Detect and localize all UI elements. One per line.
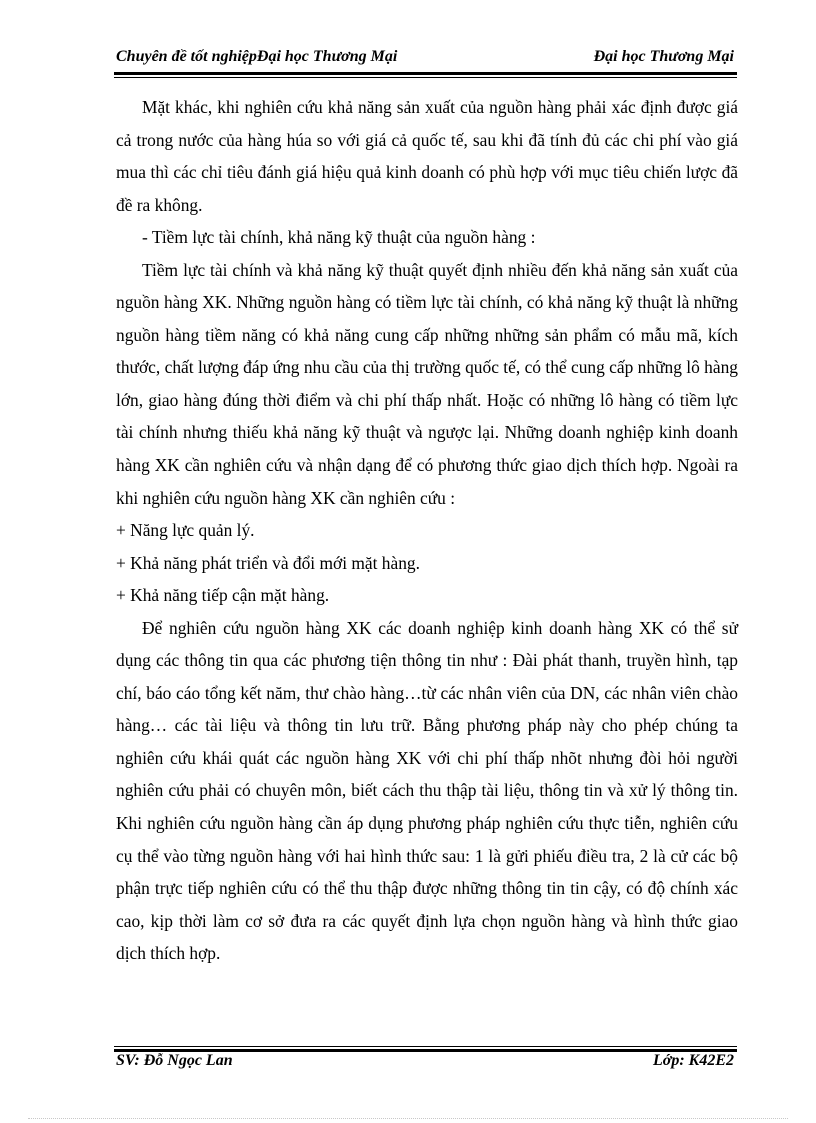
page-header — [116, 46, 736, 72]
page-footer — [116, 1052, 736, 1076]
header-rule-thick — [114, 72, 737, 75]
header-rule-thin — [114, 77, 737, 78]
header-title-right: Đại học Thương Mại — [593, 48, 734, 65]
list-item: + Khả năng phát triển và đổi mới mặt hàng. — [116, 552, 420, 573]
document-body — [116, 91, 738, 970]
list-item: + Khả năng tiếp cận mặt hàng. — [116, 585, 330, 606]
paragraph-heading: - Tiềm lực tài chính, khả năng kỹ thuật của nguồn hàng : — [142, 227, 536, 248]
footer-author: SV: Đỗ Ngọc Lan — [116, 1052, 233, 1069]
list-item: + Năng lực quản lý. — [116, 520, 255, 541]
footer-rule-thin — [114, 1046, 737, 1047]
paragraph: Để nghiên cứu nguồn hàng XK các doanh nghiệp kinh doanh hàng XK có thể sử dụng các thông tin qua các phương tiện thông tin như : Đài phát thanh, truyền hình, tạp chí, báo cáo tổng kết năm, thư chào hàng…từ các nhân viên của DN, các nhân viên chào hàng… các tài liệu và thông tin lưu trữ. Bằng phương pháp này cho phép chúng ta nghiên cứu khái quát các nguồn hàng XK với chi phí thấp nhõt nhưng đòi hỏi người nghiên cứu phải có chuyên môn, biết cách thu thập tài liệu, thông tin và xử lý thông tin. Khi nghiên cứu nguồn hàng cần áp dụng phương pháp nghiên cứu thực tiễn, nghiên cứu cụ thể vào từng nguồn hàng với hai hình thức sau: 1 là gửi phiếu điều tra, 2 là cử các bộ phận trực tiếp nghiên cứu có thể thu thập được những thông tin tin cậy, có độ chính xác cao, kịp thời làm cơ sở đưa ra các quyết định lựa chọn nguồn hàng và hình thức giao dịch thích hợp. — [116, 617, 738, 964]
footer-class: Lớp: K42E2 — [652, 1052, 734, 1069]
page-edge-dotted-line — [28, 1118, 788, 1119]
paragraph: Mặt khác, khi nghiên cứu khả năng sản xuất của nguồn hàng phải xác định được giá cả trong nước của hàng húa so với giá cả quốc tế, sau khi đã tính đủ các chi phí vào giá mua thì các chỉ tiêu đánh giá hiệu quả kinh doanh có phù hợp với mục tiêu chiến lược đã đề ra không. — [116, 97, 738, 215]
paragraph: Tiềm lực tài chính và khả năng kỹ thuật quyết định nhiều đến khả năng sản xuất của nguồn hàng XK. Những nguồn hàng có tiềm lực tài chính, có khả năng kỹ thuật là những nguồn hàng tiềm năng có khả năng cung cấp những những sản phẩm có mẫu mã, kích thước, chất lượng đáp ứng nhu cầu của thị trường quốc tế, có thể cung cấp những lô hàng lớn, giao hàng đúng thời điểm và chi phí thấp nhất. Hoặc có những lô hàng có tiềm lực tài chính nhưng thiếu khả năng kỹ thuật và ngược lại. Những doanh nghiệp kinh doanh hàng XK cần nghiên cứu và nhận dạng để có phương thức giao dịch thích hợp. Ngoài ra khi nghiên cứu nguồn hàng XK cần nghiên cứu : — [116, 259, 738, 508]
header-title-left: Chuyên đề tốt nghiệpĐại học Thương Mại — [116, 48, 398, 65]
